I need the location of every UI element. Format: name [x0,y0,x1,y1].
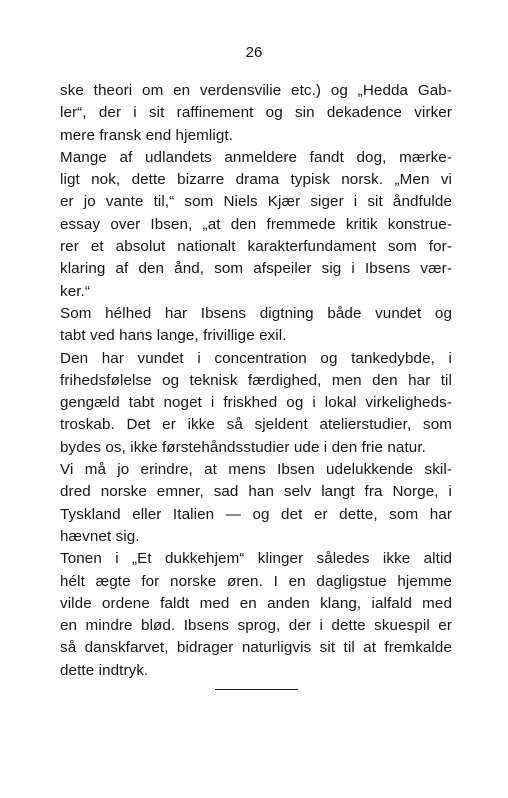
text-line: Den har vundet i concentration og tankedybde, i [60,349,452,367]
section-end-rule [215,689,298,690]
paragraph [60,548,452,682]
text-line: ske theori om en verdensvilie etc.) og „Hedda Gab- [60,82,452,99]
text-line: klaring af den ånd, som afspeiler sig i Ibsens vær- [60,260,452,278]
text-line: Tyskland eller Italien — og det er dette, som har [60,505,452,523]
text-line: Mange af udlandets anmeldere fandt dog, mærke- [60,148,452,166]
text-line: bydes os, ikke førstehåndsstudier ude i den frie natur. [60,438,426,456]
page-number: 26 [245,44,263,61]
text-line: Vi må jo erindre, at mens Ibsen udelukkende skil- [60,461,452,479]
text-line: gengæld tabt noget i friskhed og i lokal virkeligheds- [60,394,452,412]
text-line: en mindre blød. Ibsens sprog, der i dette skuespil er [60,617,452,635]
text-line: ker.“ [60,282,91,300]
text-line: essay over Ibsen, „at den fremmede kritik konstrue- [60,215,452,233]
text-line: vilde ordene faldt med en anden klang, ialfald med [60,594,452,612]
text-line: ligt nok, dette bizarre drama typisk norsk. „Men vi [60,171,452,189]
text-line: dred norske emner, sad han selv langt fra Norge, i [60,483,452,501]
text-line: troskab. Det er ikke så sjeldent atelierstudier, som [60,416,452,434]
text-line: hélt ægte for norske øren. I en dagligstue hjemme [60,572,452,590]
paragraph [60,303,452,348]
text-line: Som hélhed har Ibsens digtning både vundet og [60,304,452,322]
text-line: frihedsfølelse og teknisk færdighed, men den har til [60,371,452,389]
paragraph [60,459,452,548]
paragraph [60,147,452,303]
text-line: er jo vante til,“ som Niels Kjær siger i sit åndfulde [60,193,452,211]
text-line: rer et absolut nationalt karakterfundament som for- [60,238,452,256]
text-line: ler“, der i sit raffinement og sin dekadence virker [60,104,452,122]
text-line: Tonen i „Et dukkehjem“ klinger således ikke altid [60,550,452,568]
text-line: tabt ved hans lange, frivillige exil. [60,327,287,345]
paragraph [60,348,452,459]
text-line: hævnet sig. [60,527,140,545]
text-line: så danskfarvet, bidrager naturligvis sit til at fremkalde [60,639,452,657]
text-line: mere fransk end hjemligt. [60,126,234,144]
paragraph [60,80,452,147]
text-line: dette indtryk. [60,661,149,679]
body-text [60,80,452,682]
